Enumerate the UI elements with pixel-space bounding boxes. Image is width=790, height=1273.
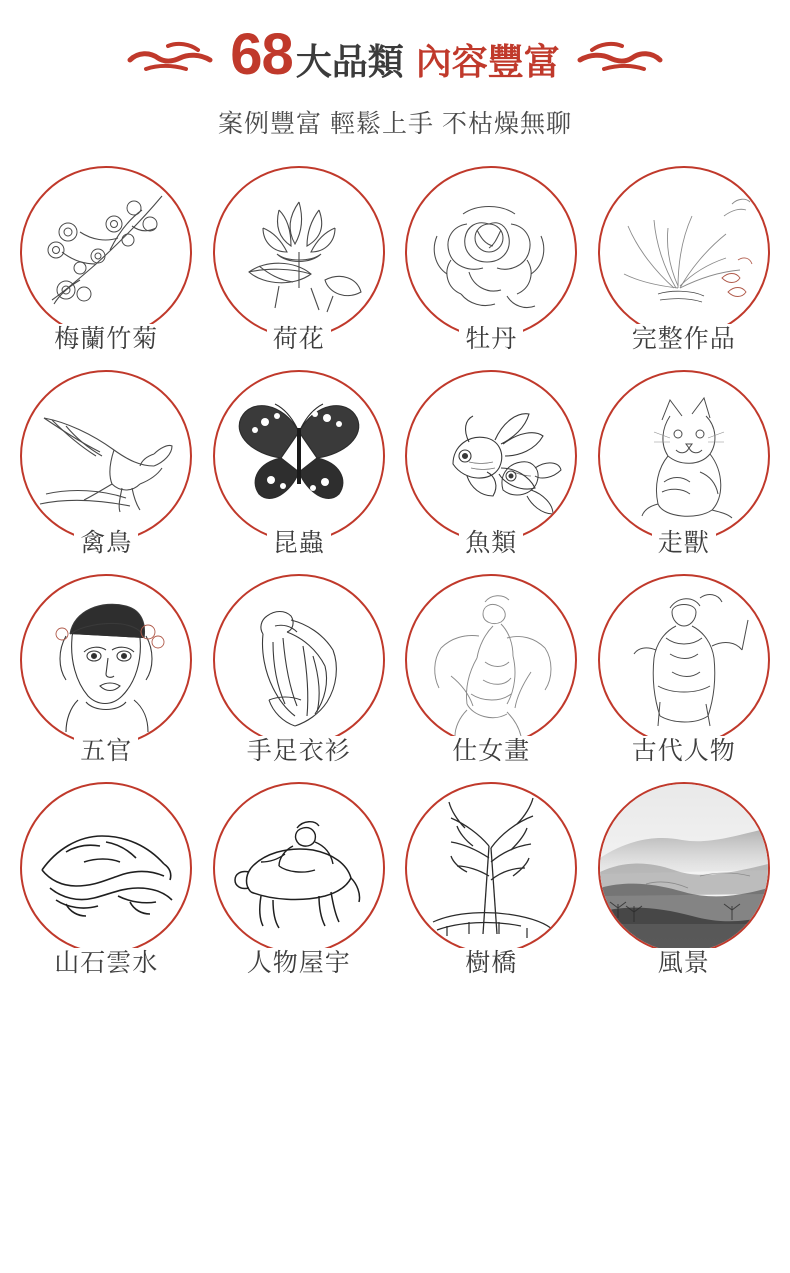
page-title — [230, 22, 560, 87]
category-item[interactable] — [588, 574, 781, 766]
category-label: 五官 — [74, 736, 138, 766]
ink-landscape-painting-icon — [598, 782, 770, 954]
category-item[interactable] — [10, 782, 203, 978]
category-item[interactable] — [395, 574, 588, 766]
page-header — [0, 0, 790, 140]
cloud-ornament-right-icon — [574, 38, 666, 72]
category-item[interactable] — [588, 782, 781, 978]
category-item[interactable] — [203, 370, 396, 558]
figure-riding-ox-sketch-icon — [213, 782, 385, 954]
title-row — [0, 18, 790, 92]
title-red-text: 內容豐富 — [415, 41, 560, 82]
category-label: 山石雲水 — [48, 948, 164, 978]
category-label: 昆蟲 — [267, 528, 331, 558]
female-face-portrait-sketch-icon — [20, 574, 192, 746]
category-label: 禽鳥 — [74, 528, 138, 558]
category-label: 荷花 — [267, 324, 331, 354]
page-subtitle: 案例豐富 輕鬆上手 不枯燥無聊 — [218, 110, 572, 138]
mountain-rock-cloud-water-sketch-icon — [20, 782, 192, 954]
category-label: 古代人物 — [626, 736, 742, 766]
category-item[interactable] — [203, 166, 396, 354]
ancient-figure-sketch-icon — [598, 574, 770, 746]
category-item[interactable] — [395, 782, 588, 978]
butterfly-insect-sketch-icon — [213, 370, 385, 542]
category-label: 梅蘭竹菊 — [48, 324, 164, 354]
title-dark-text: 大品類 — [295, 41, 404, 82]
lotus-flower-sketch-icon — [213, 166, 385, 338]
cloud-ornament-left-icon — [124, 38, 216, 72]
peony-flower-sketch-icon — [405, 166, 577, 338]
eagle-bird-sketch-icon — [20, 370, 192, 542]
category-label: 樹橋 — [459, 948, 523, 978]
robe-sleeve-hand-sketch-icon — [213, 574, 385, 746]
title-number: 68 — [230, 22, 293, 87]
category-item[interactable] — [395, 166, 588, 354]
category-label: 仕女畫 — [446, 736, 536, 766]
category-item[interactable] — [203, 782, 396, 978]
category-item[interactable] — [10, 370, 203, 558]
plum-blossom-branch-sketch-icon — [20, 166, 192, 338]
category-item[interactable] — [588, 370, 781, 558]
category-item[interactable] — [588, 166, 781, 354]
category-label: 走獸 — [652, 528, 716, 558]
flying-fairy-lady-sketch-icon — [405, 574, 577, 746]
category-label: 人物屋宇 — [241, 948, 357, 978]
goldfish-sketch-icon — [405, 370, 577, 542]
category-label: 牡丹 — [459, 324, 523, 354]
category-item[interactable] — [10, 166, 203, 354]
category-item[interactable] — [203, 574, 396, 766]
category-label: 風景 — [652, 948, 716, 978]
category-grid — [10, 166, 780, 978]
category-item[interactable] — [10, 574, 203, 766]
cat-animal-sketch-icon — [598, 370, 770, 542]
category-label: 完整作品 — [626, 324, 742, 354]
orchid-full-artwork-sketch-icon — [598, 166, 770, 338]
category-label: 手足衣衫 — [241, 736, 357, 766]
category-item[interactable] — [395, 370, 588, 558]
tree-bridge-sketch-icon — [405, 782, 577, 954]
category-label: 魚類 — [459, 528, 523, 558]
